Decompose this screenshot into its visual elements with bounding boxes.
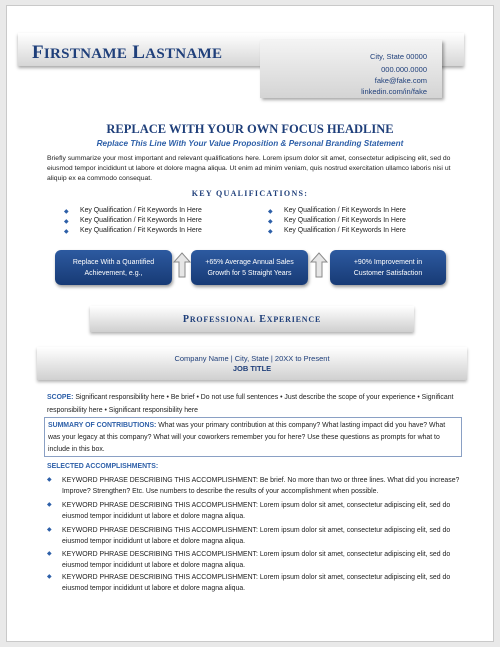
company-line: Company Name | City, State | 20XX to Present	[174, 354, 330, 363]
diamond-bullet-icon: ◆	[47, 477, 52, 483]
contact-box	[260, 40, 442, 98]
branding-statement: Replace This Line With Your Value Proposition & Personal Branding Statement	[96, 139, 404, 148]
qualification-item: ◆ Key Qualification / Fit Keywords In Here	[268, 217, 406, 225]
diamond-bullet-icon: ◆	[47, 502, 52, 508]
contact-linkedin[interactable]: linkedin.com/in/fake	[361, 87, 427, 96]
scope-label: SCOPE:	[47, 394, 74, 401]
scope-paragraph: SCOPE: Significant responsibility here • Be brief • Do not use full sentences • Just describe the scope of your experience • Significant responsibility here • Significant responsibility here	[47, 394, 454, 414]
contact-phone: 000.000.0000	[381, 65, 427, 74]
qualification-item: ◆ Key Qualification / Fit Keywords In Here	[268, 227, 406, 235]
section-title-professional-experience: P ROFESSIONAL E XPERIENCE	[90, 306, 414, 332]
accomplishment-item: ◆ KEYWORD PHRASE DESCRIBING THIS ACCOMPLISHMENT: Lorem ipsum dolor sit amet, consectetur adipiscing elit, sed do eiusmod tempor incididunt ut labore et dolore magna aliqua.	[47, 527, 451, 545]
accomplishment-item: ◆ KEYWORD PHRASE DESCRIBING THIS ACCOMPLISHMENT: Lorem ipsum dolor sit amet, consectetur adipiscing elit, sed do eiusmod tempor incididunt ut labore et dolore magna aliqua.	[47, 574, 451, 592]
highlight-box: +90% Improvement in Customer Satisfaction	[330, 250, 446, 285]
key-qualifications-title: KEY QUALIFICATIONS:	[191, 189, 309, 198]
qualification-item: ◆ Key Qualification / Fit Keywords In Here	[64, 227, 202, 235]
qualification-item: ◆ Key Qualification / Fit Keywords In Here	[268, 207, 406, 215]
diamond-bullet-icon: ◆	[47, 527, 52, 533]
highlight-box: Replace With a Quantified Achievement, e.g.,	[55, 250, 172, 285]
diamond-bullet-icon: ◆	[268, 219, 273, 225]
accomplishment-item: ◆ KEYWORD PHRASE DESCRIBING THIS ACCOMPLISHMENT: Lorem ipsum dolor sit amet, consectetur adipiscing elit, sed do eiusmod tempor incididunt ut labore et dolore magna aliqua.	[47, 551, 451, 569]
diamond-bullet-icon: ◆	[64, 209, 69, 215]
up-arrow-icon	[310, 252, 328, 278]
accomplishment-item: ◆ KEYWORD PHRASE DESCRIBING THIS ACCOMPLISHMENT: Lorem ipsum dolor sit amet, consectetur adipiscing elit, sed do eiusmod tempor incididunt ut labore et dolore magna aliqua.	[47, 502, 451, 520]
qualification-item: ◆ Key Qualification / Fit Keywords In Here	[64, 217, 202, 225]
contact-email[interactable]: fake@fake.com	[374, 76, 427, 85]
diamond-bullet-icon: ◆	[64, 229, 69, 235]
job-header	[37, 347, 467, 380]
focus-headline: REPLACE WITH YOUR OWN FOCUS HEADLINE	[106, 122, 394, 136]
diamond-bullet-icon: ◆	[47, 551, 52, 557]
accomplishment-item: ◆ KEYWORD PHRASE DESCRIBING THIS ACCOMPLISHMENT: Be brief. No more than two or three lines. What did you increase? Improve? Strengthen? Etc. Use numbers to describe the results of your accomplishment when possible.	[47, 477, 460, 495]
selected-accomplishments-label: SELECTED ACCOMPLISHMENTS:	[47, 463, 159, 470]
contact-location: City, State 00000	[370, 52, 427, 61]
job-title: JOB TITLE	[232, 364, 272, 373]
up-arrow-icon	[173, 252, 191, 278]
contributions-label: SUMMARY OF CONTRIBUTIONS:	[48, 422, 157, 429]
diamond-bullet-icon: ◆	[268, 209, 273, 215]
candidate-name: FIRSTNAME LASTNAME	[32, 42, 223, 63]
summary-paragraph: Briefly summarize your most important and relevant qualifications here. Lorem ipsum dolor sit amet, consectetur adipiscing elit, sed do eiusmod tempor incididunt ut labore et dolore magna aliqua. Ut enim ad minim veniam, quis nostrud exercitation ullamco laboris nisi ut aliquip ex ea commodo consequat.	[47, 155, 451, 182]
qualification-item: ◆ Key Qualification / Fit Keywords In Here	[64, 207, 202, 215]
highlight-box: +65% Average Annual Sales Growth for 5 Straight Years	[191, 250, 308, 285]
diamond-bullet-icon: ◆	[47, 574, 52, 580]
diamond-bullet-icon: ◆	[268, 229, 273, 235]
diamond-bullet-icon: ◆	[64, 219, 69, 225]
contributions-box: SUMMARY OF CONTRIBUTIONS: What was your primary contribution at this company? What lasting impact did you have? What was your legacy at this company? What will your coworkers remember you for here? Use these questions as prompts for what to include in this box.	[44, 417, 462, 457]
